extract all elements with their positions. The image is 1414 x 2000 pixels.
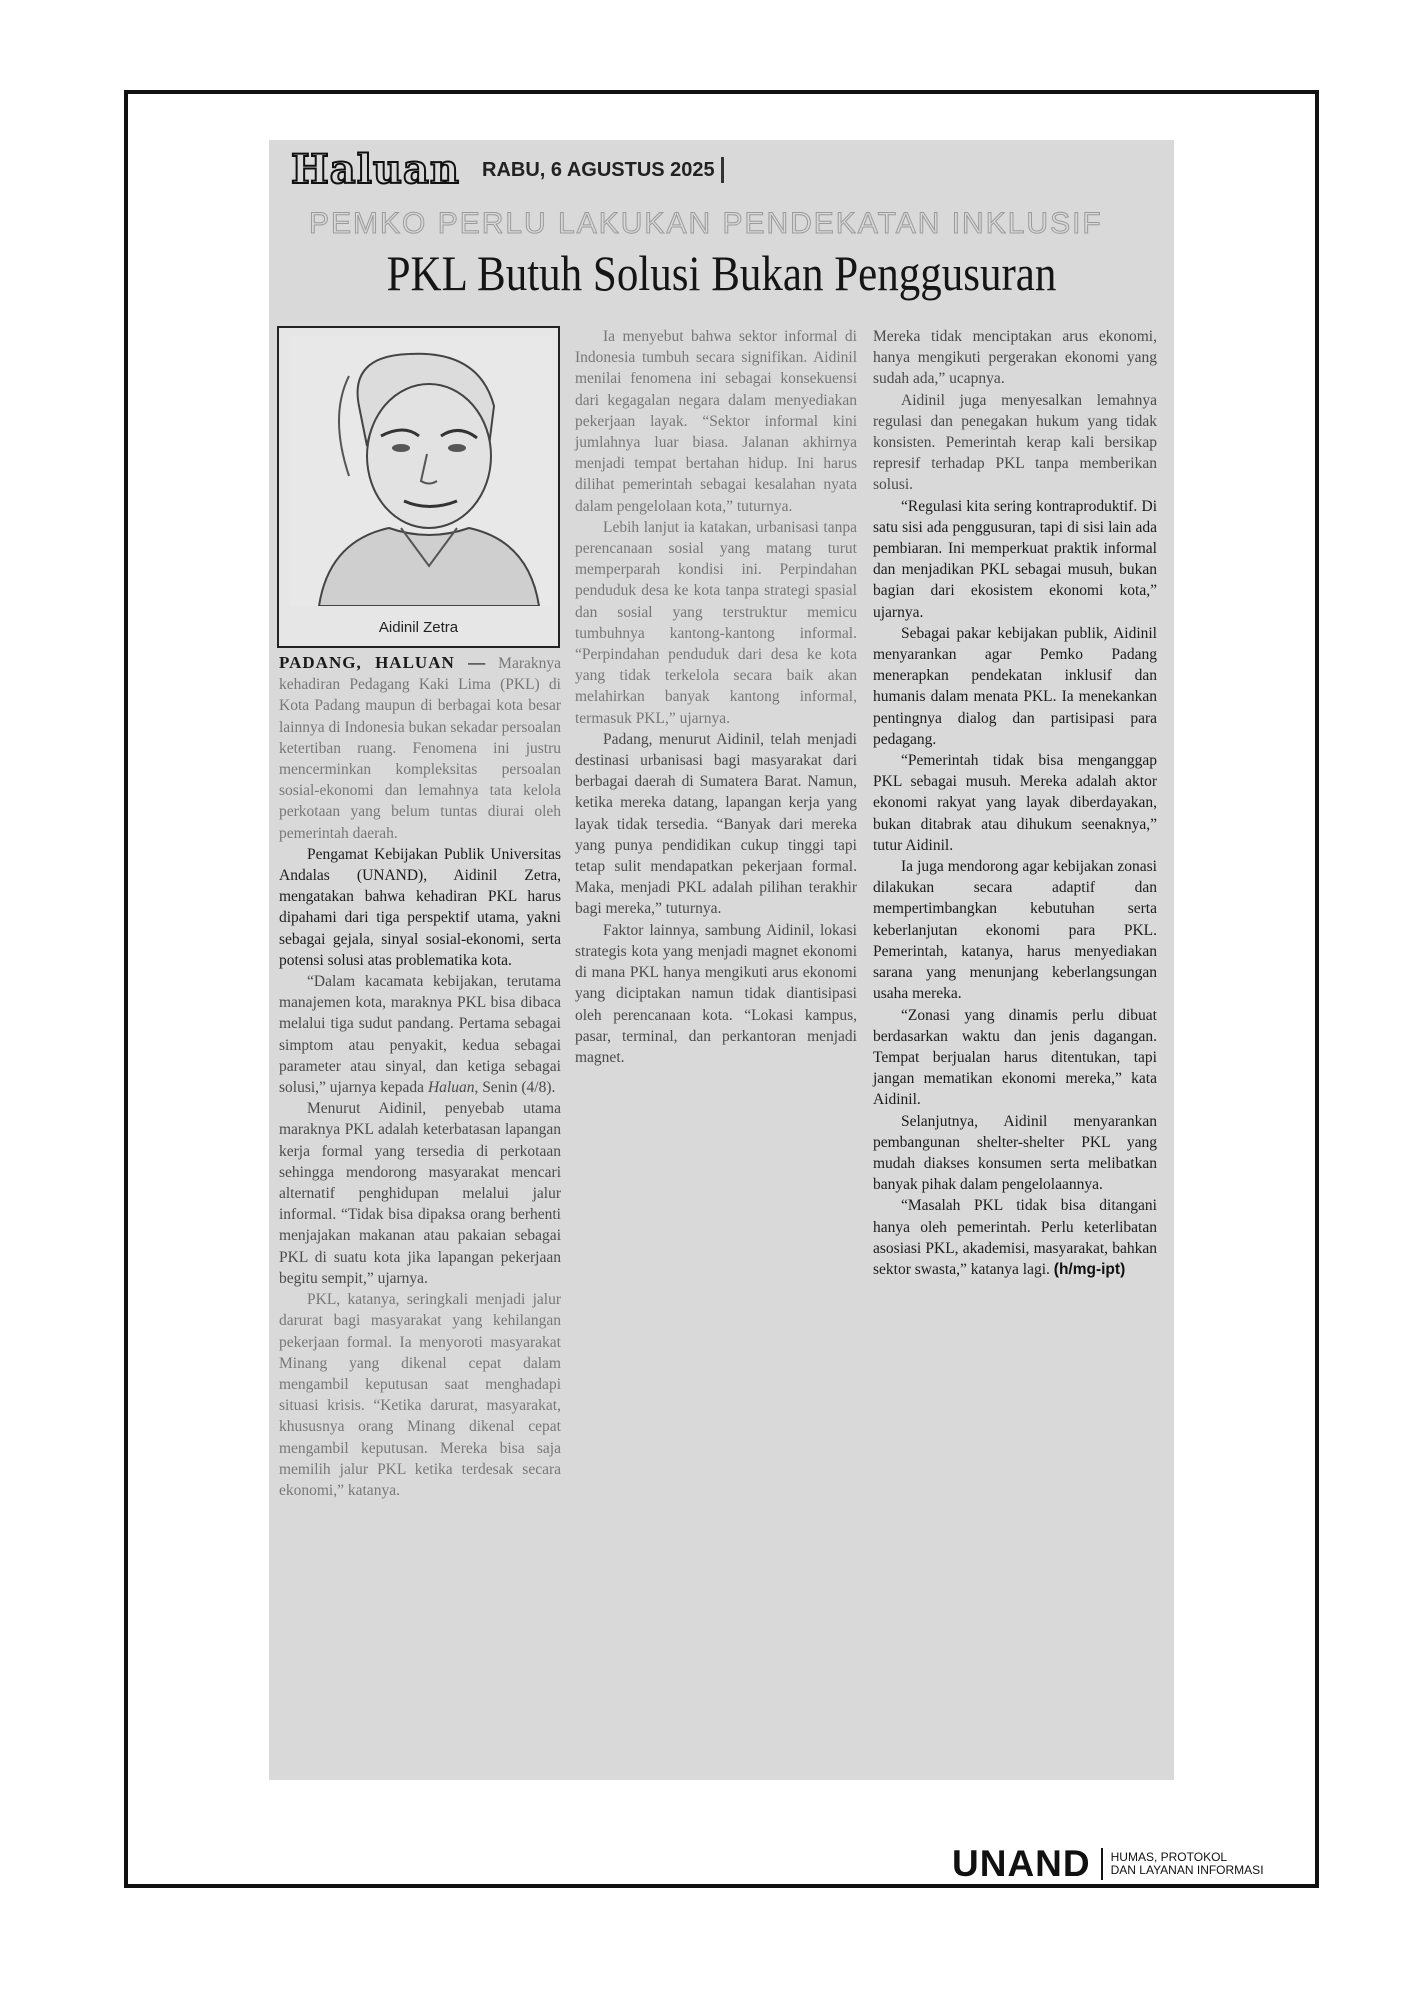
- unit-name-line-1: HUMAS, PROTOKOL: [1110, 1850, 1228, 1864]
- paragraph: Ia juga mendorong agar kebijakan zonasi dilakukan secara adaptif dan mempertimbangkan kebutuhan serta keberlanjutan ekonomi para PKL. Pemerintah, katanya, harus menyediakan sarana yang menunjang keberlangsungan usaha mereka.: [873, 858, 1157, 1003]
- unit-name-line-2: DAN LAYANAN INFORMASI: [1110, 1863, 1264, 1877]
- newspaper-name-italic: Haluan: [427, 1079, 475, 1097]
- paragraph-text: Maraknya kehadiran Pedagang Kaki Lima (PKL) di Kota Padang maupun di berbagai kota besar lainnya di Indonesia bukan sekadar persoalan ketertiban ruang. Fenomena ini justru mencerminkan kompleksitas persoalan sosial-ekonomi dan lemahnya tata kelola perkotaan yang belum tuntas diurai oleh pemerintah daerah.: [279, 655, 562, 842]
- unand-logo: UNAND: [952, 1843, 1091, 1884]
- paragraph: Ia menyebut bahwa sektor informal di Indonesia tumbuh secara signifikan. Aidinil menilai fenomena ini sebagai konsekuensi dari kegagalan negara dalam menyediakan pekerjaan layak. “Sektor informal kini jumlahnya luar biasa. Jalanan akhirnya menjadi tempat bertahan hidup. Ini harus dilihat pemerintah sebagai kesalahan nyata dalam pengelolaan kota,” tuturnya.: [575, 328, 857, 515]
- quote-paragraph: [279, 971, 561, 1098]
- article-column-1: [279, 652, 561, 1501]
- footer-divider: [1101, 1848, 1103, 1880]
- dateline: PADANG, HALUAN —: [279, 653, 487, 672]
- kicker: PEMKO PERLU LAKUKAN PENDEKATAN INKLUSIF: [309, 207, 1103, 240]
- byline: (h/mg-ipt): [1053, 1260, 1126, 1278]
- portrait-image: [289, 336, 552, 606]
- paragraph: “Pemerintah tidak bisa menganggap PKL sebagai musuh. Mereka adalah aktor ekonomi rakyat yang layak diberdayakan, bukan ditabrak atau dihukum seenaknya,” tutur Aidinil.: [873, 752, 1157, 854]
- unit-name: [1111, 1851, 1264, 1877]
- footer-branding: [952, 1844, 1264, 1884]
- masthead: [291, 148, 724, 192]
- lead-paragraph: [279, 652, 561, 844]
- portrait-photo: [277, 326, 560, 648]
- newspaper-clipping: [269, 140, 1174, 1780]
- paragraph-text: , Senin (4/8).: [474, 1079, 556, 1097]
- photo-caption: Aidinil Zetra: [378, 619, 459, 636]
- paragraph: Lebih lanjut ia katakan, urbanisasi tanpa perencanaan sosial yang matang turut memperparah kondisi ini. Perpindahan penduduk desa ke kota tanpa strategi spasial dan sosial yang terstruktur memicu tumbuhnya kantong-kantong informal. “Perpindahan penduduk dari desa ke kota yang tidak terkelola secara baik akan melahirkan banyak kantong informal, termasuk PKL,” ujarnya.: [575, 518, 857, 727]
- paragraph: “Regulasi kita sering kontraproduktif. Di satu sisi ada penggusuran, tapi di sisi lain ada pembiaran. Ini memperkuat praktik informal dan menjadikan PKL sebagai musuh, bukan bagian dari ekosistem ekonomi kota,” ujarnya.: [873, 497, 1157, 621]
- paragraph-text: “Dalam kacamata kebijakan, terutama manajemen kota, maraknya PKL bisa dibaca melalui tiga sudut pandang. Pertama sebagai simptom atau penyakit, kedua sebagai parameter atau sinyal, dan ketiga sebagai solusi,” ujarnya kepada: [279, 973, 561, 1097]
- newspaper-logo: Haluan: [291, 146, 460, 193]
- paragraph: Mereka tidak menciptakan arus ekonomi, hanya mengikuti pergerakan ekonomi yang sudah ada,” ucapnya.: [873, 328, 1157, 388]
- closing-paragraph: [873, 1195, 1157, 1280]
- article-column-3: [873, 326, 1157, 1280]
- paragraph: “Zonasi yang dinamis perlu dibuat berdasarkan waktu dan jenis dagangan. Tempat berjualan harus ditentukan, tapi jangan mematikan ekonomi mereka,” kata Aidinil.: [873, 1006, 1157, 1109]
- paragraph: Faktor lainnya, sambung Aidinil, lokasi strategis kota yang menjadi magnet ekonomi di mana PKL hanya mengikuti arus ekonomi yang diciptakan namun tidak diantisipasi oleh perencanaan kota. “Lokasi kampus, pasar, terminal, dan perkantoran menjadi magnet.: [575, 921, 857, 1066]
- article-column-2: [575, 326, 857, 1068]
- paragraph: Padang, menurut Aidinil, telah menjadi destinasi urbanisasi bagi masyarakat dari berbagai daerah di Sumatera Barat. Namun, ketika mereka datang, lapangan kerja yang layak tidak tersedia. “Banyak dari mereka yang punya pendidikan cukup tinggi tapi tetap sulit mendapatkan pekerjaan formal. Maka, menjadi PKL adalah pilihan terakhir bagi mereka,” tuturnya.: [575, 730, 857, 918]
- headline: PKL Butuh Solusi Bukan Penggusuran: [386, 245, 1057, 301]
- paragraph: Pengamat Kebijakan Publik Universitas Andalas (UNAND), Aidinil Zetra, mengatakan bahwa kehadiran PKL harus dipahami dari tiga perspektif utama, yakni sebagai gejala, sinyal sosial-ekonomi, serta potensi solusi atas problematika kota.: [279, 845, 561, 969]
- paragraph: Sebagai pakar kebijakan publik, Aidinil menyarankan agar Pemko Padang menerapkan pendekatan inklusif dan humanis dalam menata PKL. Ia menekankan pentingnya dialog dan partisipasi para pedagang.: [873, 624, 1157, 748]
- paragraph: PKL, katanya, seringkali menjadi jalur darurat bagi masyarakat yang kehilangan pekerjaan formal. Ia menyoroti masyarakat Minang yang dikenal cepat dalam mengambil keputusan saat menghadapi situasi krisis. “Ketika darurat, masyarakat, khususnya orang Minang dikenal cepat mengambil keputusan. Mereka bisa saja memilih jalur PKL ketika terdesak secara ekonomi,” katanya.: [279, 1291, 561, 1499]
- paragraph: Selanjutnya, Aidinil menyarankan pembangunan shelter-shelter PKL yang mudah diakses konsumen serta melibatkan banyak pihak dalam pengelolaannya.: [873, 1112, 1157, 1194]
- paragraph: Menurut Aidinil, penyebab utama maraknya PKL adalah keterbatasan lapangan kerja formal yang tersedia di perkotaan sehingga mendorong masyarakat mencari alternatif penghidupan melalui jalur informal. “Tidak bisa dipaksa orang berhenti menjajakan makanan atau pakaian sebagai PKL di suatu kota jika lapangan pekerjaan begitu sempit,” ujarnya.: [279, 1100, 561, 1287]
- edition-date: RABU, 6 AGUSTUS 2025: [482, 157, 724, 183]
- paragraph: Aidinil juga menyesalkan lemahnya regulasi dan penegakan hukum yang tidak konsisten. Pemerintah kerap kali bersikap represif terhadap PKL tanpa memberikan solusi.: [873, 391, 1157, 494]
- paragraph-text: “Masalah PKL tidak bisa ditangani hanya oleh pemerintah. Perlu keterlibatan asosiasi PKL, akademisi, masyarakat, bahkan sektor swasta,” katanya lagi.: [873, 1197, 1157, 1278]
